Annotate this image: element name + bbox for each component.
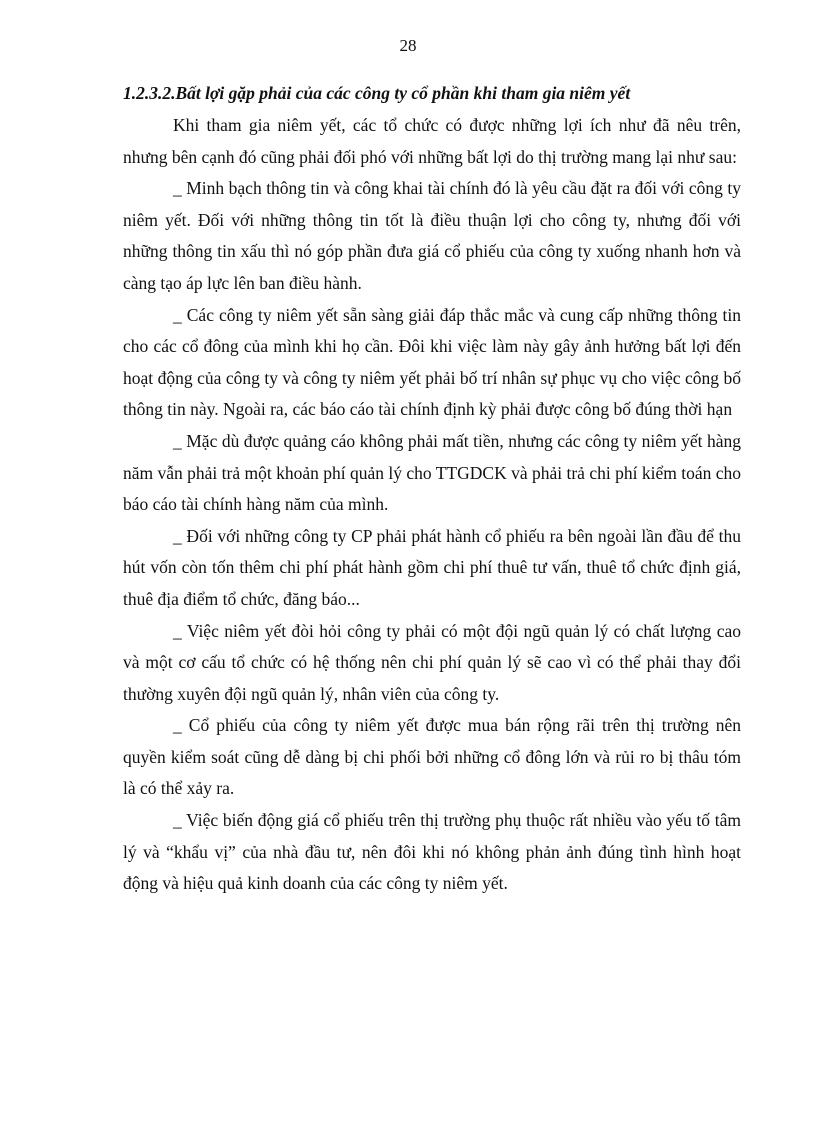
paragraph-price-volatility: _ Việc biến động giá cổ phiếu trên thị trường phụ thuộc rất nhiều vào yếu tố tâm lý và “khẩu vị” của nhà đầu tư, nên đôi khi nó không phản ảnh đúng tình hình hoạt động và hiệu quả kinh doanh của các công ty niêm yết.: [123, 810, 741, 894]
paragraph-shareholder-info: _ Các công ty niêm yết sẵn sàng giải đáp thắc mắc và cung cấp những thông tin cho các cổ đông của mình khi họ cần. Đôi khi việc làm này gây ảnh hưởng bất lợi đến hoạt động của công ty và công ty niêm yết phải bố trí nhân sự phục vụ cho việc công bố thông tin này. Ngoài ra, các báo cáo tài chính định kỳ phải được công bố đúng thời hạn: [123, 304, 741, 420]
paragraph-management: _ Việc niêm yết đòi hỏi công ty phải có một đội ngũ quản lý có chất lượng cao và một cơ cấu tổ chức có hệ thống nên chi phí quản lý sẽ cao vì có thể phải thay đổi thường xuyên đội ngũ quản lý, nhân viên của công ty.: [123, 620, 741, 704]
paragraph-intro: Khi tham gia niêm yết, các tổ chức có được những lợi ích như đã nêu trên, nhưng bên cạnh đó cũng phải đối phó với những bất lợi do thị trường mang lại như sau:: [123, 115, 741, 167]
paragraph-transparency: _ Minh bạch thông tin và công khai tài chính đó là yêu cầu đặt ra đối với công ty niêm yết. Đối với những thông tin tốt là điều thuận lợi cho công ty, nhưng đối với những thông tin xấu thì nó góp phần đưa giá cổ phiếu của công ty xuống nhanh hơn và càng tạo áp lực lên ban điều hành.: [123, 178, 741, 293]
section-heading: 1.2.3.2.Bất lợi gặp phải của các công ty cổ phần khi tham gia niêm yết: [123, 83, 631, 103]
paragraph-fees: _ Mặc dù được quảng cáo không phải mất tiền, nhưng các công ty niêm yết hàng năm vẫn phải trả một khoản phí quản lý cho TTGDCK và phải trả chi phí kiểm toán cho báo cáo tài chính hàng năm của mình.: [123, 430, 741, 515]
paragraph-issuance-costs: _ Đối với những công ty CP phải phát hành cổ phiếu ra bên ngoài lần đầu để thu hút vốn còn tốn thêm chi phí phát hành gồm chi phí thuê tư vấn, thuê tổ chức định giá, thuê địa điểm tổ chức, đăng báo...: [123, 525, 741, 609]
page-number: 28: [399, 36, 417, 55]
page-content: [123, 80, 741, 900]
paragraph-control: _ Cổ phiếu của công ty niêm yết được mua bán rộng rãi trên thị trường nên quyền kiểm soát cũng dễ dàng bị chi phối bởi những cổ đông lớn và rủi ro bị thâu tóm là có thể xảy ra.: [123, 715, 741, 799]
